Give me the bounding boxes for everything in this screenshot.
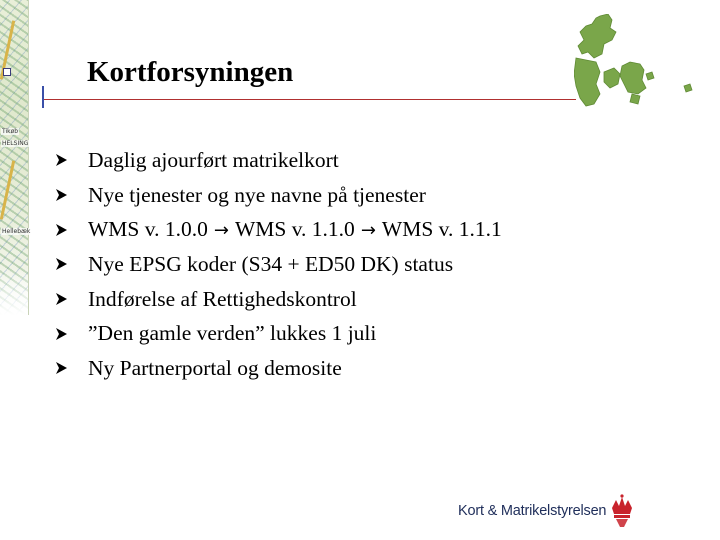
bullet-text: Nye tjenester og nye navne på tjenester [88, 182, 426, 207]
bullet-text: Indførelse af Rettighedskontrol [88, 286, 357, 311]
logo-text: Kort & Matrikelstyrelsen [458, 503, 607, 519]
right-arrow-icon: → [213, 220, 229, 242]
bullet-list [56, 143, 656, 386]
organization-logo [458, 494, 638, 528]
arrowhead-bullet-icon [56, 189, 88, 201]
bullet-item [56, 247, 656, 282]
arrowhead-bullet-icon [56, 154, 88, 166]
map-thumbnail-strip [0, 0, 29, 315]
bullet-text: Daglig ajourført matrikelkort [88, 147, 339, 172]
bullet-item [56, 212, 656, 247]
map-label: Tikøb [2, 128, 19, 135]
denmark-map-icon [574, 14, 700, 110]
right-arrow-icon: → [360, 220, 376, 242]
wms-version: WMS v. 1.1.0 [234, 217, 355, 242]
arrowhead-bullet-icon [56, 224, 88, 236]
wms-version: WMS v. 1.1.1 [381, 217, 502, 242]
arrowhead-bullet-icon [56, 293, 88, 305]
map-road [0, 160, 15, 219]
bullet-text [88, 217, 502, 242]
map-label: Hellebæk [2, 228, 31, 235]
bullet-text: ”Den gamle verden” lukkes 1 juli [88, 321, 377, 346]
title-rule [44, 99, 576, 100]
accent-line [42, 86, 44, 108]
map-label: HELSING [2, 140, 29, 147]
slide-title: Kortforsyningen [87, 56, 294, 88]
bullet-item [56, 282, 656, 317]
map-marker-icon [3, 68, 11, 76]
bullet-item [56, 143, 656, 178]
crown-icon [608, 494, 636, 528]
wms-version: WMS v. 1.0.0 [88, 217, 208, 242]
arrowhead-bullet-icon [56, 362, 88, 374]
bullet-text: Ny Partnerportal og demosite [88, 355, 342, 380]
arrowhead-bullet-icon [56, 328, 88, 340]
bullet-item [56, 316, 656, 351]
bullet-item [56, 351, 656, 386]
arrowhead-bullet-icon [56, 258, 88, 270]
bullet-text: Nye EPSG koder (S34 + ED50 DK) status [88, 251, 454, 276]
bullet-item [56, 178, 656, 213]
